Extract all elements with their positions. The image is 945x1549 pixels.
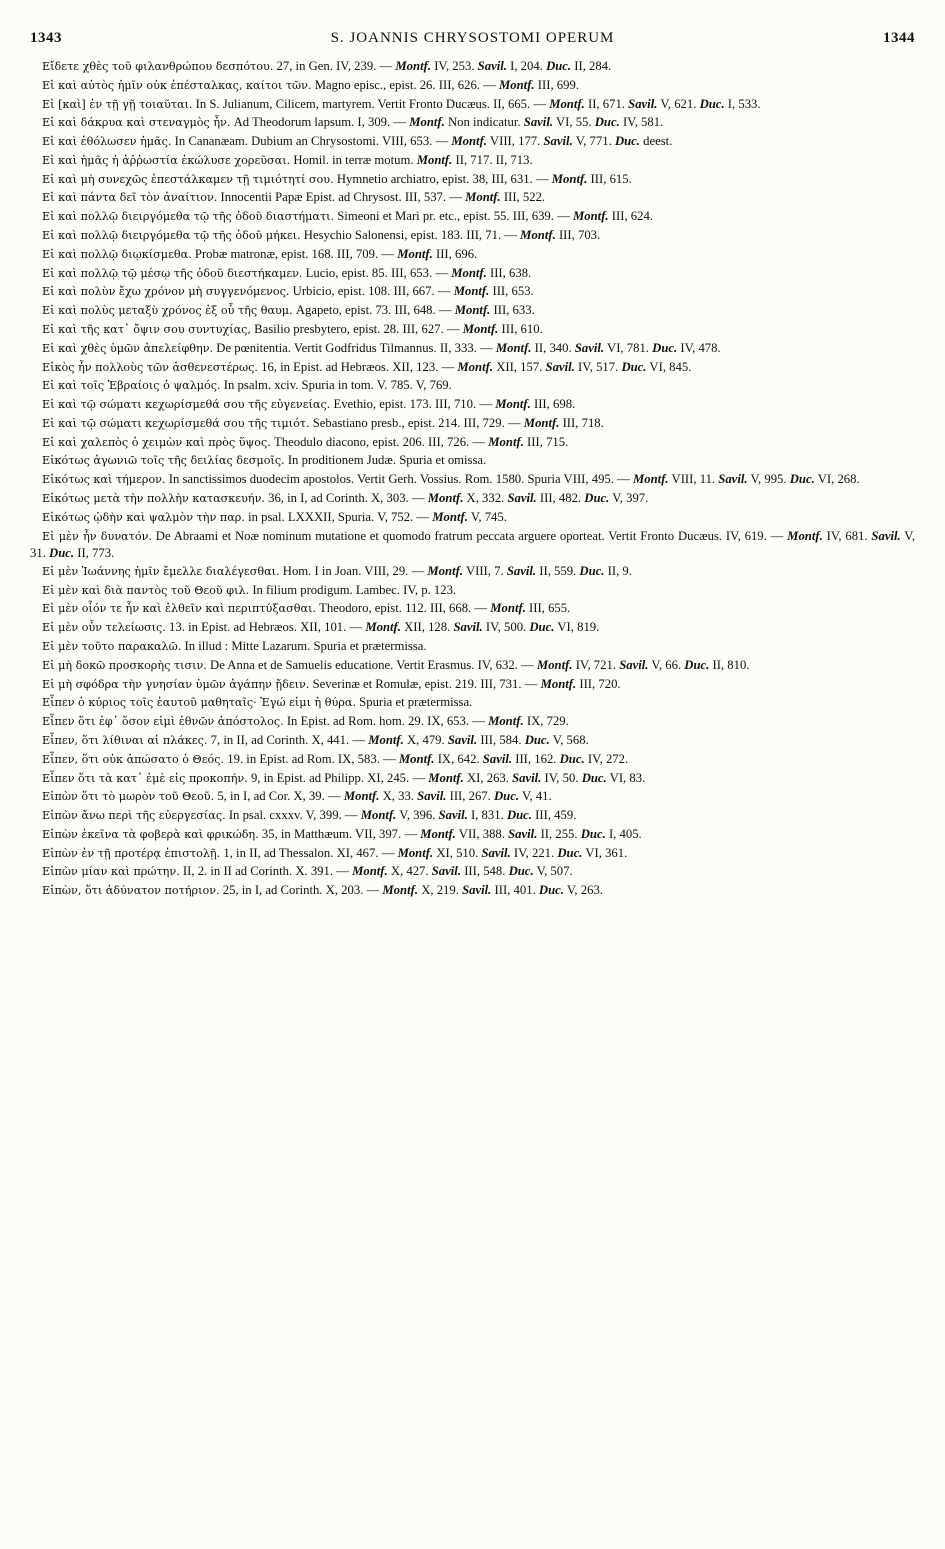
index-entry [30, 582, 915, 600]
index-entry [30, 713, 915, 731]
entry-reference: Evethio, epist. 173. III, 710. — Montf. III, 698. [330, 397, 576, 412]
entry-incipit: Εἰ μὲν τοῦτο παρακαλῶ. [42, 640, 182, 654]
entry-incipit: Εἰκότως ᾠδὴν καὶ ψαλμὸν τὴν παρ. [42, 510, 245, 524]
entry-incipit: Εἰ καὶ ἡμᾶς ἡ ἀῤῥωστία ἐκώλυσε χορεῦσαι. [42, 153, 291, 167]
entry-reference: Homil. in terræ motum. Montf. II, 717. II, 713. [290, 152, 533, 167]
entry-reference: In sanctissimos duodecim apostolos. Vertit Gerh. Vossius. Rom. 1580. Spuria VIII, 495. — Montf. VIII, 11. Savil. V, 995. Duc. VI, 268. [165, 472, 860, 487]
entry-reference: Agapeto, epist. 73. III, 648. — Montf. III, 633. [292, 303, 535, 318]
entry-reference: 27, in Gen. IV, 239. — Montf. IV, 253. Savil. I, 204. Duc. II, 284. [273, 59, 612, 73]
entry-reference: Simeoni et Mari pr. etc., epist. 55. III, 639. — Montf. III, 624. [334, 209, 653, 224]
running-header [30, 30, 915, 52]
entry-reference: 5, in I, ad Cor. X, 39. — Montf. X, 33. Savil. III, 267. Duc. V, 41. [214, 789, 552, 804]
index-entry [30, 657, 915, 675]
entry-incipit: Εἰ καὶ πολὺν ἔχω χρόνον μὴ συγγενόμενος. [42, 285, 290, 299]
index-entry [30, 302, 915, 320]
entry-incipit: Εἶπεν ὅτι ἐφ᾽ ὅσον εἰμὶ ἐθνῶν ἀπόστολος. [42, 715, 284, 729]
index-entry [30, 359, 915, 377]
entry-reference: Theodoro, epist. 112. III, 668. — Montf. III, 655. [315, 601, 571, 616]
index-entry [30, 638, 915, 656]
entry-incipit: Εἶπεν ὅτι τὰ κατ᾽ ἐμὲ εἰς προκοπήν. [42, 771, 248, 785]
entry-incipit: Εἰ καὶ πολλῷ διειργόμεθα τῷ τῆς ὁδοῦ διαστήματι. [42, 210, 335, 224]
entry-reference: Innocentii Papæ Epist. ad Chrysost. III, 537. — Montf. III, 522. [217, 190, 546, 205]
entry-incipit: Εἰπὼν ἄνω περὶ τῆς εὐεργεσίας. [42, 809, 226, 823]
index-entry [30, 863, 915, 881]
entry-incipit: Εἶπεν, ὅτι οὐκ ἀπώσατο ὁ Θεός. [42, 752, 225, 766]
index-entry [30, 600, 915, 618]
index-entry [30, 509, 915, 527]
index-entry [30, 770, 915, 788]
entry-reference: Spuria et prætermissa. [356, 695, 473, 710]
entry-reference: De Abraami et Noæ nominum mutatione et quomodo fratrum peccata arguere oporteat. Vertit Fronto Ducæus. IV, 619. — Montf. IV, 681. Savil. V, 31. Duc. II, 773. [30, 528, 915, 561]
entry-reference: Urbicio, epist. 108. III, 667. — Montf. III, 653. [289, 284, 534, 299]
entry-reference: Lucio, epist. 85. III, 653. — Montf. III, 638. [302, 265, 532, 280]
entry-incipit: Εἰκὸς ἦν πολλοὺς τῶν ἀσθενεστέρως. [42, 360, 258, 374]
entry-incipit: Εἰ καὶ αὐτὸς ἡμῖν οὐκ ἐπέσταλκας, καίτοι τῶν. [42, 78, 312, 92]
right-page-number: 1344 [883, 30, 915, 46]
entry-incipit: Εἴδετε χθὲς τοῦ φιλανθρώπου δεσπότου. [42, 60, 274, 73]
index-entry [30, 152, 915, 170]
index-entry [30, 676, 915, 694]
entry-reference: De pœnitentia. Vertit Godfridus Tilmannus. II, 333. — Montf. II, 340. Savil. VI, 781. Duc. IV, 478. [213, 340, 721, 355]
entry-reference: In filium prodigum. Lambec. IV, p. 123. [249, 582, 457, 597]
index-entry [30, 377, 915, 395]
index-entry [30, 114, 915, 132]
entry-reference: 35, in Matthæum. VII, 397. — Montf. VII, 388. Savil. II, 255. Duc. I, 405. [258, 826, 642, 841]
index-entry [30, 227, 915, 245]
entry-reference: In psal. cxxxv. V, 399. — Montf. V, 396. Savil. I, 831. Duc. III, 459. [225, 808, 577, 823]
entry-reference: In Cananæam. Dubium an Chrysostomi. VIII, 653. — Montf. VIII, 177. Savil. V, 771. Duc. deest. [171, 134, 673, 149]
entry-reference: De Anna et de Samuelis educatione. Vertit Erasmus. IV, 632. — Montf. IV, 721. Savil. V, 66. Duc. II, 810. [206, 657, 750, 672]
index-entry [30, 96, 915, 114]
entry-incipit: Εἰ μὲν καὶ διὰ παντὸς τοῦ Θεοῦ φιλ. [42, 583, 250, 597]
entry-incipit: Εἰ μὴ σφόδρα τὴν γνησίαν ὑμῶν ἀγάπην ᾔδειν. [42, 677, 310, 691]
entry-reference: Ad Theodorum lapsum. I, 309. — Montf. Non indicatur. Savil. VI, 55. Duc. IV, 581. [230, 115, 664, 130]
index-entry [30, 528, 915, 562]
entry-incipit: Εἶπεν ὁ κύριος τοῖς ἑαυτοῦ μαθηταῖς· Ἐγώ εἰμι ἡ θύρα. [42, 696, 356, 710]
entry-incipit: Εἰπὼν ἐκεῖνα τὰ φοβερὰ καὶ φρικώδη. [42, 827, 259, 841]
left-page-number: 1343 [30, 30, 62, 46]
entry-incipit: Εἰ καὶ τῷ σώματι κεχωρίσμεθά σου τῆς εὐγενείας. [42, 398, 331, 412]
index-entry [30, 133, 915, 151]
entry-reference: Magno episc., epist. 26. III, 626. — Montf. III, 699. [311, 77, 580, 92]
entry-reference: In illud : Mitte Lazarum. Spuria et prætermissa. [181, 639, 427, 654]
index-entry [30, 321, 915, 339]
entry-incipit: Εἰ καὶ πολλῷ διειργόμεθα τῷ τῆς ὁδοῦ μήκει. [42, 229, 301, 243]
entry-reference: In S. Julianum, Cilicem, martyrem. Vertit Fronto Ducæus. II, 665. — Montf. II, 671. Savil. V, 621. Duc. I, 533. [192, 96, 761, 111]
entry-incipit: Εἰκότως μετὰ τὴν πολλὴν κατασκευήν. [42, 491, 265, 505]
entry-reference: 7, in II, ad Corinth. X, 441. — Montf. X, 479. Savil. III, 584. Duc. V, 568. [207, 732, 589, 747]
entry-reference: In proditionem Judæ. Spuria et omissa. [284, 453, 487, 468]
entry-reference: Sebastiano presb., epist. 214. III, 729. — Montf. III, 718. [309, 415, 604, 430]
entry-incipit: Εἰ καὶ πολλῷ διῳκίσμεθα. [42, 247, 192, 261]
index-entry [30, 340, 915, 358]
index-entry [30, 826, 915, 844]
index-entry [30, 882, 915, 900]
index-entry [30, 246, 915, 264]
index-entry [30, 619, 915, 637]
entry-reference: Hom. I in Joan. VIII, 29. — Montf. VIII, 7. Savil. II, 559. Duc. II, 9. [279, 563, 632, 578]
index-entry [30, 265, 915, 283]
entry-reference: 1, in II, ad Thessalon. XI, 467. — Montf. XI, 510. Savil. IV, 221. Duc. VI, 361. [220, 845, 628, 860]
entry-reference: In psalm. xciv. Spuria in tom. V. 785. V, 769. [220, 378, 452, 393]
entry-incipit: Εἰ μὴ δοκῶ προσκορὴς τισιν. [42, 658, 207, 672]
entry-incipit: Εἰ καὶ χαλεπὸς ὁ χειμὼν καὶ πρὸς ὕψος. [42, 435, 271, 449]
index-entry [30, 694, 915, 712]
entry-incipit: Εἰ καὶ μὴ συνεχῶς ἐπεστάλκαμεν τῇ τιμιότητί σου. [42, 172, 334, 186]
entry-reference: 19. in Epist. ad Rom. IX, 583. — Montf. IX, 642. Savil. III, 162. Duc. IV, 272. [224, 751, 629, 766]
entry-incipit: Εἰ μὲν οἷόν τε ἦν καὶ ἐλθεῖν καὶ περιπτύξασθαι. [42, 602, 316, 616]
index-entry [30, 77, 915, 95]
index-entry [30, 396, 915, 414]
entry-reference: Hymnetio archiatro, epist. 38, III, 631. — Montf. III, 615. [333, 171, 632, 186]
entry-incipit: Εἰ μὲν ἦν δυνατόν. [42, 529, 152, 543]
index-entry [30, 58, 915, 76]
entry-reference: Theodulo diacono, epist. 206. III, 726. — Montf. III, 715. [270, 434, 569, 449]
entry-incipit: Εἶπεν, ὅτι λίθιναι αἱ πλάκες. [42, 733, 208, 747]
index-entry [30, 471, 915, 489]
entry-incipit: Εἰ καὶ ἐθόλωσεν ἡμᾶς. [42, 135, 172, 149]
index-entries [30, 58, 915, 900]
index-entry [30, 732, 915, 750]
index-entry [30, 434, 915, 452]
entry-incipit: Εἰ μὲν οὖν τελείωσις. [42, 621, 166, 635]
entry-incipit: Εἰπὼν, ὅτι ἀδύνατον ποτήριον. [42, 884, 220, 898]
entry-incipit: Εἰ καὶ τῆς κατ᾽ ὄψιν σου συντυχίας, [42, 322, 251, 336]
index-entry [30, 171, 915, 189]
index-entry [30, 283, 915, 301]
entry-incipit: Εἰκότως ἀγωνιῶ τοῖς τῆς δειλίας δεσμοῖς. [42, 454, 285, 468]
entry-incipit: Εἰ καὶ τοῖς Ἑβραίοις ὁ ψαλμός. [42, 379, 221, 393]
entry-incipit: Εἰπὼν μίαν καὶ πρώτην. [42, 865, 180, 879]
index-entry [30, 807, 915, 825]
entry-reference: 16, in Epist. ad Hebræos. XII, 123. — Montf. XII, 157. Savil. IV, 517. Duc. VI, 845. [257, 359, 692, 374]
entry-reference: 9, in Epist. ad Philipp. XI, 245. — Montf. XI, 263. Savil. IV, 50. Duc. VI, 83. [247, 770, 646, 785]
entry-incipit: Εἰπὼν ἐν τῇ προτέρᾳ ἐπιστολῇ. [42, 846, 221, 860]
entry-reference: 13. in Epist. ad Hebræos. XII, 101. — Montf. XII, 128. Savil. IV, 500. Duc. VI, 819. [165, 620, 600, 635]
entry-reference: 25, in I, ad Corinth. X, 203. — Montf. X, 219. Savil. III, 401. Duc. V, 263. [219, 883, 603, 898]
entry-incipit: Εἰκότως καὶ τήμερον. [42, 473, 166, 487]
index-entry [30, 452, 915, 470]
index-entry [30, 751, 915, 769]
entry-incipit: Εἰ καὶ πολὺς μεταξὺ χρόνος ἐξ οὗ τῆς θαυμ. [42, 304, 293, 318]
page [30, 30, 915, 901]
entry-incipit: Εἰ καὶ τῷ σώματι κεχωρίσμεθά σου τῆς τιμιότ. [42, 416, 310, 430]
entry-reference: Probæ matronæ, epist. 168. III, 709. — Montf. III, 696. [191, 246, 478, 261]
index-entry [30, 189, 915, 207]
entry-incipit: Εἰ μὲν Ἰωάννης ἡμῖν ἔμελλε διαλέγεσθαι. [42, 564, 280, 578]
entry-reference: in psal. LXXXII, Spuria. V, 752. — Montf. V, 745. [244, 509, 507, 524]
entry-reference: II, 2. in II ad Corinth. X. 391. — Montf. X, 427. Savil. III, 548. Duc. V, 507. [179, 864, 573, 879]
index-entry [30, 208, 915, 226]
entry-reference: In Epist. ad Rom. hom. 29. IX, 653. — Montf. IX, 729. [283, 714, 569, 729]
entry-reference: 36, in I, ad Corinth. X, 303. — Montf. X, 332. Savil. III, 482. Duc. V, 397. [264, 490, 649, 505]
index-entry [30, 490, 915, 508]
index-entry [30, 788, 915, 806]
entry-incipit: Εἰ καὶ πολλῷ τῷ μέσῳ τῆς ὁδοῦ διεστήκαμεν. [42, 266, 303, 280]
entry-incipit: Εἰπὼν ὅτι τὸ μωρὸν τοῦ Θεοῦ. [42, 790, 215, 804]
index-entry [30, 845, 915, 863]
entry-incipit: Εἰ καὶ δάκρυα καὶ στεναγμὸς ἦν. [42, 116, 231, 130]
entry-incipit: Εἰ καὶ χθὲς ὑμῶν ἀπελείφθην. [42, 341, 214, 355]
entry-reference: Basilio presbytero, epist. 28. III, 627. — Montf. III, 610. [250, 321, 543, 336]
page-title: S. JOANNIS CHRYSOSTOMI OPERUM [330, 30, 615, 46]
entry-reference: Hesychio Salonensi, epist. 183. III, 71. — Montf. III, 703. [300, 228, 601, 243]
index-entry [30, 415, 915, 433]
index-entry [30, 563, 915, 581]
entry-incipit: Εἰ καὶ πάντα δεῖ τὸν ἀναίτιον. [42, 191, 218, 205]
entry-reference: Severinæ et Romulæ, epist. 219. III, 731. — Montf. III, 720. [309, 676, 621, 691]
entry-incipit: Εἰ [καὶ] ἐν τῇ γῇ τοιαῦται. [42, 97, 193, 111]
